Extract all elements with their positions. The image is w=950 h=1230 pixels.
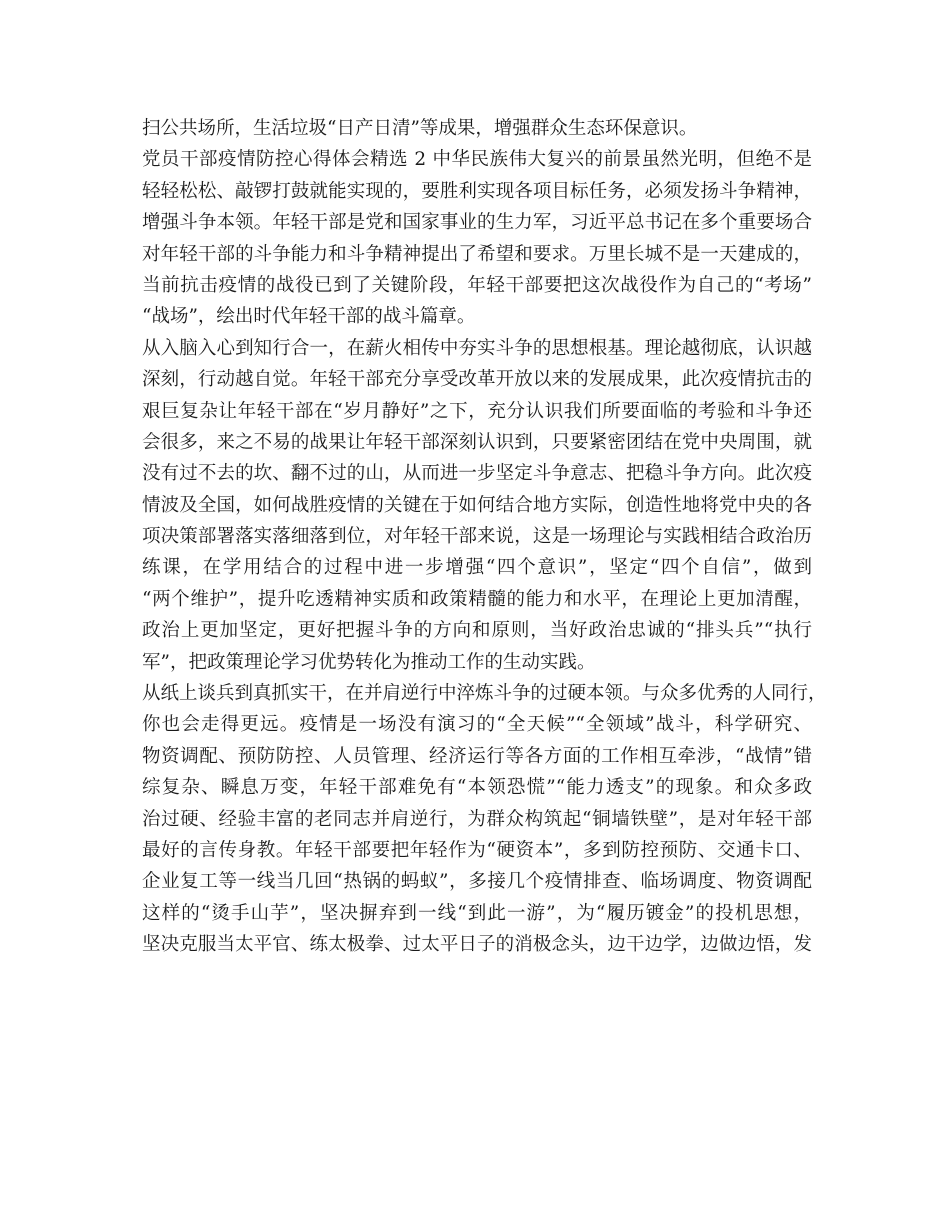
text-line: 从入脑入心到知行合一，在薪火相传中夯实斗争的思想根基。理论越彻底，认识越 [142,337,812,359]
text-line: 党员干部疫情防控心得体会精选 2 中华民族伟大复兴的前景虽然光明，但绝不是 [142,149,812,171]
text-line: 综复杂、瞬息万变，年轻干部难免有“本领恐慌”“能力透支”的现象。和众多政 [142,777,812,799]
text-line: 轻轻松松、敲锣打鼓就能实现的，要胜利实现各项目标任务，必须发扬斗争精神， [142,180,812,202]
text-line: 你也会走得更远。疫情是一场没有演习的“全天候”“全领域”战斗，科学研究、 [142,714,812,736]
text-line: 深刻，行动越自觉。年轻干部充分享受改革开放以来的发展成果，此次疫情抗击的 [142,369,812,391]
text-line: 艰巨复杂让年轻干部在“岁月静好”之下，充分认识我们所要面临的考验和斗争还 [142,400,812,422]
text-line: 情波及全国，如何战胜疫情的关键在于如何结合地方实际，创造性地将党中央的各 [142,494,812,516]
text-line: 增强斗争本领。年轻干部是党和国家事业的生力军，习近平总书记在多个重要场合 [142,212,812,234]
text-line: 没有过不去的坎、翻不过的山，从而进一步坚定斗争意志、把稳斗争方向。此次疫 [142,463,812,485]
text-line: 当前抗击疫情的战役已到了关键阶段，年轻干部要把这次战役作为自己的“考场” [142,274,812,296]
text-line: 企业复工等一线当几回“热锅的蚂蚁”，多接几个疫情排查、临场调度、物资调配 [142,871,812,893]
text-line: 坚决克服当太平官、练太极拳、过太平日子的消极念头，边干边学，边做边悟，发 [142,934,812,956]
text-line: 政治上更加坚定，更好把握斗争的方向和原则，当好政治忠诚的“排头兵”“执行 [142,620,812,642]
text-line: 物资调配、预防防控、人员管理、经济运行等各方面的工作相互牵涉，“战情”错 [142,745,812,767]
text-line: “两个维护”，提升吃透精神实质和政策精髓的能力和水平，在理论上更加清醒， [142,588,812,610]
text-line: 对年轻干部的斗争能力和斗争精神提出了希望和要求。万里长城不是一天建成的， [142,243,812,265]
text-line: 练课，在学用结合的过程中进一步增强“四个意识”，坚定“四个自信”，做到 [142,557,812,579]
text-line: 项决策部署落实落细落到位，对年轻干部来说，这是一场理论与实践相结合政治历 [142,526,812,548]
text-line: 扫公共场所，生活垃圾“日产日清”等成果，增强群众生态环保意识。 [142,118,698,139]
text-line: 会很多，来之不易的战果让年轻干部深刻认识到，只要紧密团结在党中央周围，就 [142,431,812,453]
text-line: 这样的“烫手山芋”，坚决摒弃到一线“到此一游”，为“履历镀金”的投机思想， [142,902,812,924]
document-body-text [142,113,827,961]
text-line: 治过硬、经验丰富的老同志并肩逆行，为群众构筑起“铜墙铁壁”，是对年轻干部 [142,808,812,830]
text-line: 最好的言传身教。年轻干部要把年轻作为“硬资本”，多到防控预防、交通卡口、 [142,839,812,861]
text-line: 军”，把政策理论学习优势转化为推动工作的生动实践。 [142,651,596,673]
text-line: “战场”，绘出时代年轻干部的战斗篇章。 [142,306,476,328]
text-line: 从纸上谈兵到真抓实干，在并肩逆行中淬炼斗争的过硬本领。与众多优秀的人同行， [142,683,827,705]
